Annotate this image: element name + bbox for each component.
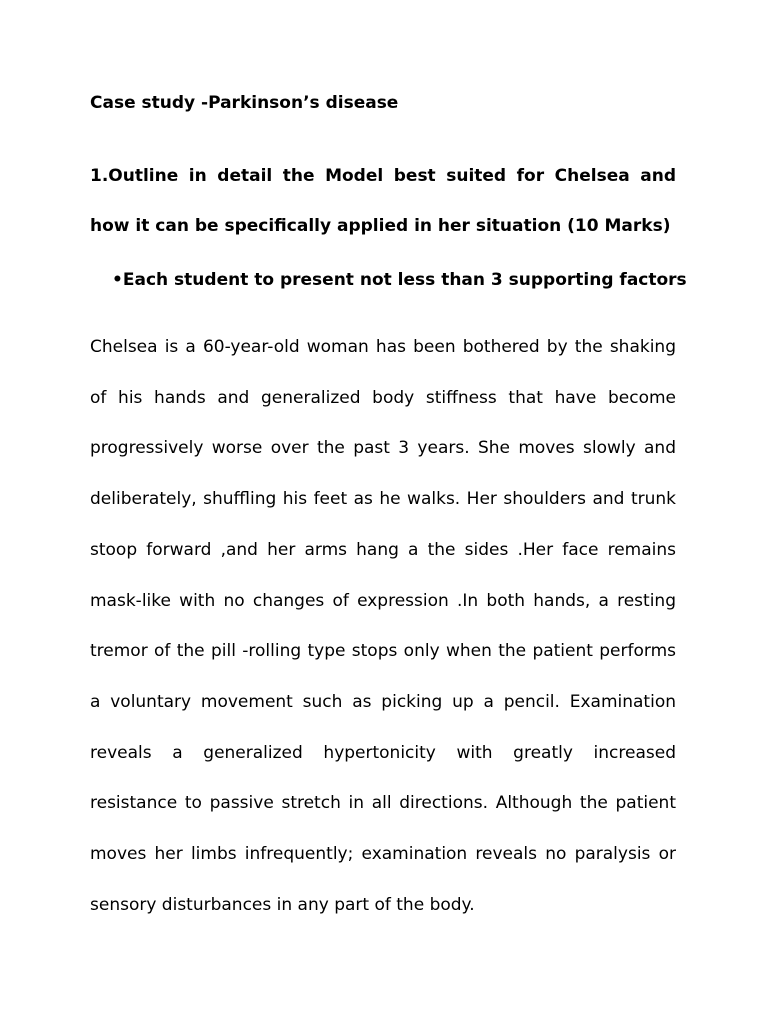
bullet-item: [90, 270, 687, 290]
bullet-icon: •: [112, 270, 123, 290]
document-title: Case study -Parkinson’s disease: [90, 93, 399, 113]
question-text: 1.Outline in detail the Model best suited for Chelsea and how it can be specifically applied in her situation (10 Marks): [90, 166, 676, 236]
case-description: Chelsea is a 60-year-old woman has been bothered by the shaking of his hands and generalized body stiffness that have become progressively worse over the past 3 years. She moves slowly and deliberately, shuffling his feet as he walks. Her shoulders and trunk stoop forward ,and her arms hang a the sides .Her face remains mask-like with no changes of expression .In both hands, a resting tremor of the pill -rolling type stops only when the patient performs a voluntary movement such as picking up a pencil. Examination reveals a generalized hypertonicity with greatly increased resistance to passive stretch in all directions. Although the patient moves her limbs infrequently; examination reveals no paralysis or sensory disturbances in any part of the body.: [90, 337, 676, 915]
bullet-text: Each student to present not less than 3 supporting factors: [122, 270, 687, 290]
